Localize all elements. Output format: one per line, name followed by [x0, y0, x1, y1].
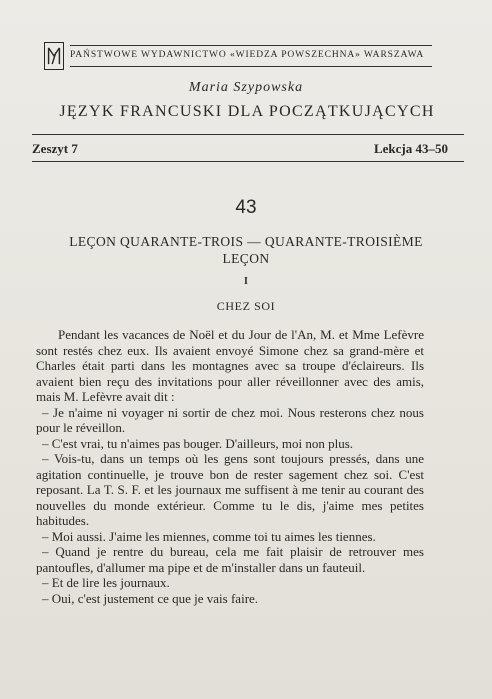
dialogue-line: – Vois-tu, dans un temps où les gens sont toujours pressés, dans une agitation continuelle, je trouve bon de rester sagement chez soi. C'est reposant. La T. S. F. et les journaux me suffisent à me tenir au courant des nouvelles du monde extérieur. Comme tu le dis, j'aime mes petites habitudes.	[36, 451, 424, 528]
dialogue-line: – Et de lire les journaux.	[42, 575, 170, 590]
author-name: Maria Szypowska	[188, 80, 304, 95]
section-title: CHEZ SOI	[216, 299, 276, 313]
logo-monogram-icon	[45, 43, 63, 69]
header-rule-bottom	[70, 66, 432, 67]
issue-label: Zeszyt 7	[32, 141, 78, 156]
lesson-title	[40, 233, 452, 267]
dialogue-line: – Moi aussi. J'aime les miennes, comme toi tu aimes les tiennes.	[42, 528, 376, 544]
dialogue-line: – Je n'aime ni voyager ni sortir de chez moi. Nous resterons chez nous pour le réveillon.	[36, 404, 424, 435]
lesson-title-line-1: LEÇON QUARANTE-TROIS — QUARANTE-TROISIÈME	[69, 234, 423, 249]
header-rule-top	[70, 45, 432, 46]
title-rule-bottom	[32, 161, 464, 162]
book-title: JĘZYK FRANCUSKI DLA POCZĄTKUJĄCYCH	[59, 103, 435, 120]
lessons-range: Lekcja 43–50	[373, 141, 448, 156]
section-roman-numeral: I	[244, 276, 248, 287]
paragraph-intro: Pendant les vacances de Noël et du Jour de l'An, M. et Mme Lefèvre sont restés chez eux. Ils avaient envoyé Simone chez sa grand-mère et Charles était parti dans les montagnes avec sa troupe d'éclaireurs. Ils avaient bien reçu des invitations pour aller réveillonner avec des amis, mais M. Lefèvre avait dit :	[36, 327, 424, 404]
dialogue-line: – Quand je rentre du bureau, cela me fait plaisir de retrouver mes pantoufles, d'allumer ma pipe et de m'installer dans un fauteuil.	[36, 544, 424, 575]
publisher-name: PAŃSTWOWE WYDAWNICTWO «WIEDZA POWSZECHNA» WARSZAWA	[70, 50, 425, 60]
lesson-text	[36, 327, 424, 606]
dialogue-line: – C'est vrai, tu n'aimes pas bouger. D'ailleurs, moi non plus.	[42, 435, 354, 451]
lesson-title-line-2: LEÇON	[222, 251, 270, 266]
dialogue-line: – Oui, c'est justement ce que je vais faire.	[42, 590, 259, 606]
publisher-logo-icon	[44, 42, 64, 70]
lesson-number: 43	[235, 197, 257, 218]
publisher-header	[44, 42, 432, 70]
title-rule-top	[32, 134, 464, 135]
